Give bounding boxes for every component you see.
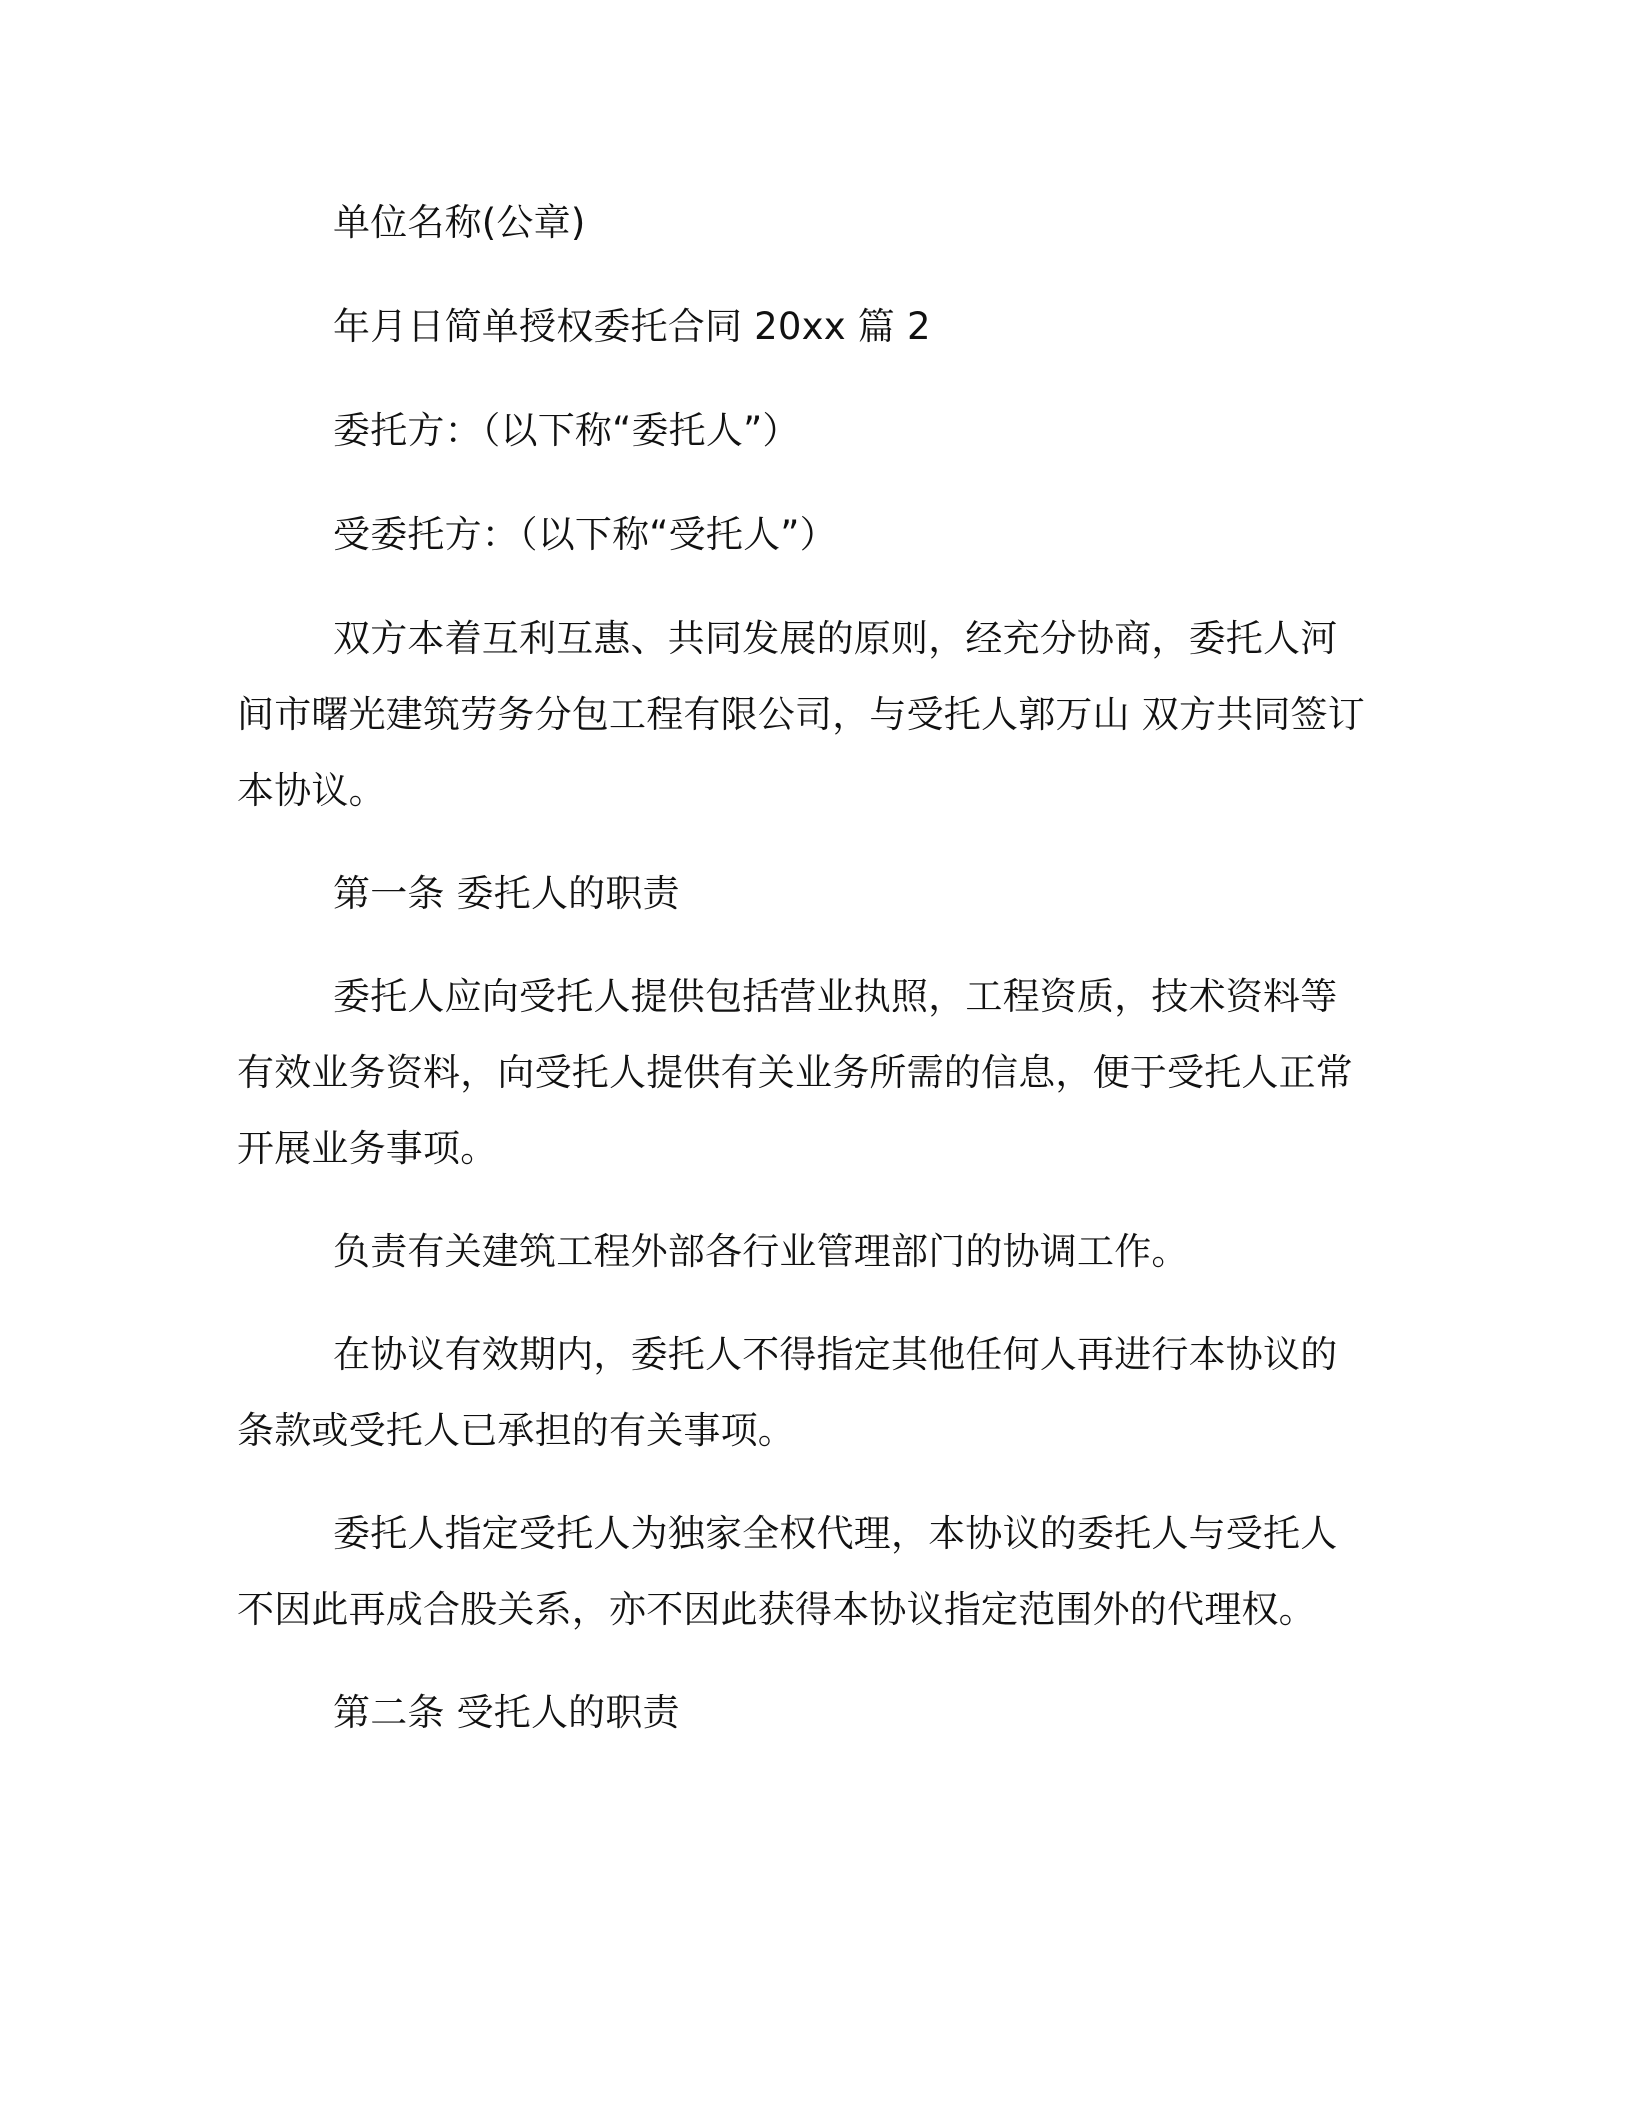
exclusivity-paragraph: 在协议有效期内，委托人不得指定其他任何人再进行本协议的条款或受托人已承担的有关事项。 [237, 1333, 1338, 1452]
coordination-duty-paragraph: 负责有关建筑工程外部各行业管理部门的协调工作。 [333, 1230, 1189, 1273]
document-body [237, 185, 1372, 1751]
article-two-heading: 第二条 受托人的职责 [333, 1691, 680, 1734]
article-one-heading: 第一条 委托人的职责 [333, 872, 680, 915]
agreement-intro-paragraph: 双方本着互利互惠、共同发展的原则，经充分协商，委托人河间市曙光建筑劳务分包工程有限公司，与受托人郭万山 双方共同签订本协议。 [237, 617, 1365, 812]
date-and-title-line: 年月日简单授权委托合同 20xx 篇 2 [333, 305, 931, 348]
principal-party-line: 委托方：（以下称“委托人”） [333, 409, 800, 452]
agent-party-line: 受委托方：（以下称“受托人”） [333, 513, 837, 556]
principal-duty-paragraph: 委托人应向受托人提供包括营业执照，工程资质，技术资料等有效业务资料，向受托人提供有关业务所需的信息，便于受托人正常开展业务事项。 [237, 975, 1353, 1170]
sole-agent-paragraph: 委托人指定受托人为独家全权代理，本协议的委托人与受托人不因此再成合股关系，亦不因此获得本协议指定范围外的代理权。 [237, 1512, 1338, 1631]
unit-name-seal-line: 单位名称(公章) [333, 201, 586, 244]
